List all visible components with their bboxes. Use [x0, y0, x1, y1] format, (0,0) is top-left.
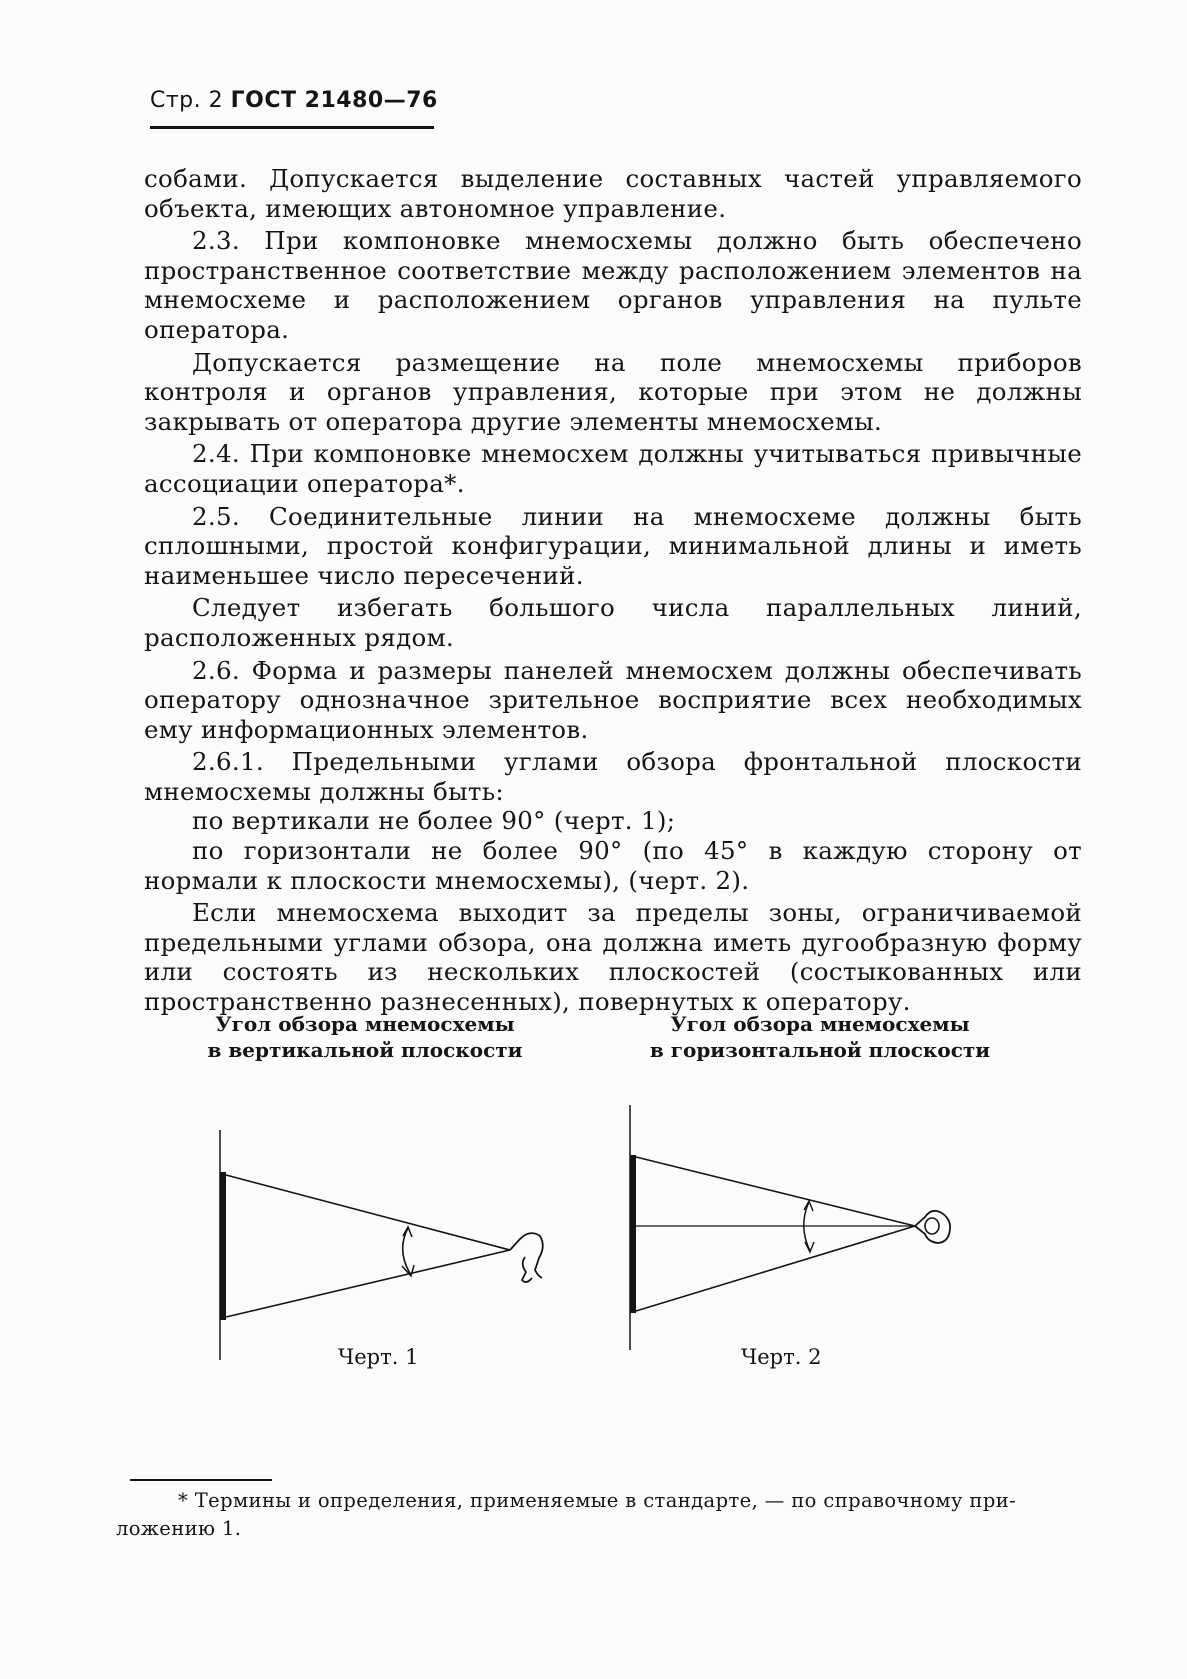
- figure-1-vertical-angle-diagram: [190, 1130, 570, 1370]
- footnote: [116, 1487, 1076, 1543]
- figure-1-caption-line2: в вертикальной плоскости: [207, 1038, 523, 1062]
- page-header: [150, 88, 438, 113]
- paragraph: 2.6.1. Предельными углами обзора фронтальной плоскости мнемосхемы должны быть:: [144, 747, 1082, 806]
- paragraph: 2.6. Форма и размеры панелей мнемосхем должны обеспечивать оператору однозначное зрительное восприятие всех необходимых ему информационных элементов.: [144, 655, 1082, 744]
- body-text: [144, 164, 1082, 1017]
- paragraph: Следует избегать большого числа параллельных линий, расположенных рядом.: [144, 593, 1082, 652]
- page-number: Стр. 2: [150, 88, 224, 113]
- paragraph: 2.3. При компоновке мнемосхемы должно быть обеспечено пространственное соответствие между расположением элементов на мнемосхеме и расположением органов управления на пульте оператора.: [144, 226, 1082, 344]
- paragraph: по горизонтали не более 90° (по 45° в каждую сторону от нормали к плоскости мнемосхемы), (черт. 2).: [144, 836, 1082, 895]
- figure-2-caption-line2: в горизонтальной плоскости: [649, 1038, 991, 1062]
- paragraph: Если мнемосхема выходит за пределы зоны, ограничиваемой предельными углами обзора, она должна иметь дугообразную форму или состоять из нескольких плоскостей (состыкованных или пространственно разнесенных), повернутых к оператору.: [144, 898, 1082, 1017]
- paragraph: собами. Допускается выделение составных частей управляемого объекта, имеющих автономное управление.: [144, 164, 1082, 223]
- footnote-line: ложению 1.: [116, 1517, 242, 1540]
- paragraph: 2.5. Соединительные линии на мнемосхеме должны быть сплошными, простой конфигурации, минимальной длины и иметь наименьшее число пересечений.: [144, 501, 1082, 590]
- figure-2-caption-line1: Угол обзора мнемосхемы: [670, 1012, 970, 1036]
- standard-number: ГОСТ 21480—76: [230, 88, 438, 113]
- paragraph: по вертикали не более 90° (черт. 1);: [192, 806, 676, 836]
- footnote-rule: [130, 1479, 272, 1481]
- operator-head-profile-icon: [510, 1233, 543, 1282]
- header-rule: [150, 126, 434, 129]
- figure-2-caption: [632, 1011, 1008, 1063]
- paragraph: 2.4. При компоновке мнемосхем должны учитываться привычные ассоциации оператора*.: [144, 439, 1082, 498]
- figure-2-label: Черт. 2: [741, 1345, 822, 1369]
- figure-1-caption: [190, 1011, 540, 1063]
- footnote-line: * Термины и определения, применяемые в стандарте, — по справочному при-: [178, 1489, 1017, 1512]
- paragraph: Допускается размещение на поле мнемосхемы приборов контроля и органов управления, которые при этом не должны закрывать от оператора другие элементы мнемосхемы.: [144, 347, 1082, 436]
- figure-2-horizontal-angle-diagram: [620, 1105, 990, 1355]
- operator-head-top-icon: [915, 1211, 950, 1243]
- figure-1-label: Черт. 1: [338, 1345, 419, 1369]
- figure-1-caption-line1: Угол обзора мнемосхемы: [215, 1012, 515, 1036]
